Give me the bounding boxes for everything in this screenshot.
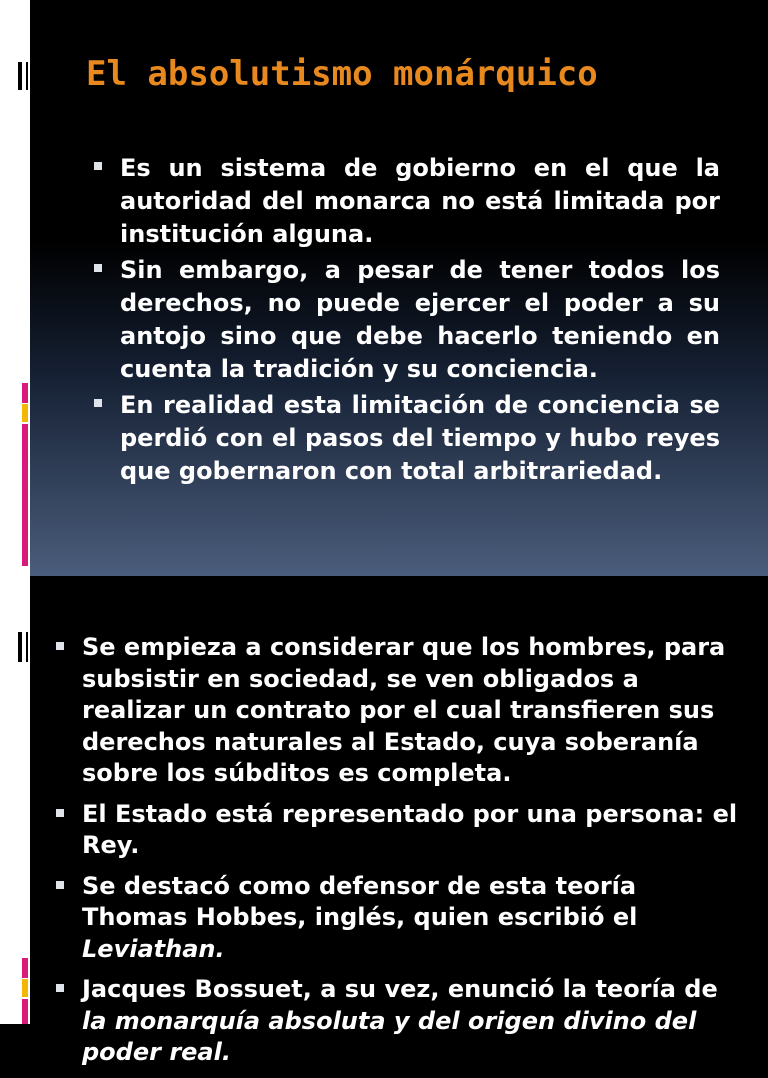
- bullet-text: En realidad esta limitación de conciencia se perdió con el pasos del tiempo y hubo reyes que gobernaron con total arbitrariedad.: [120, 391, 720, 485]
- bullet-square-icon: [56, 809, 64, 817]
- list-item: [82, 974, 742, 1069]
- bullet-italic-text: Leviathan.: [82, 934, 225, 963]
- list-item: [120, 254, 720, 386]
- slide-1: [30, 0, 768, 576]
- corner-tab-decoration: [20, 64, 21, 88]
- bullet-text: Jacques Bossuet, a su vez, enunció la teoría de: [82, 975, 718, 1003]
- pink-accent-strip: [22, 383, 28, 403]
- corner-tab-decoration: [22, 632, 26, 662]
- bullet-italic-text: la monarquía absoluta y del origen divino del poder real.: [82, 1006, 697, 1066]
- pink-accent-strip: [22, 999, 28, 1024]
- bullet-square-icon: [56, 984, 64, 992]
- bullet-square-icon: [94, 162, 102, 170]
- bullet-text: Se destacó como defensor de esta teoría Thomas Hobbes, inglés, quien escribió el: [82, 871, 638, 931]
- bullet-square-icon: [56, 881, 64, 889]
- bullet-square-icon: [94, 264, 102, 272]
- pink-accent-strip: [22, 958, 28, 978]
- list-item: [82, 799, 742, 862]
- bullet-square-icon: [56, 642, 64, 650]
- yellow-accent-strip: [22, 404, 28, 422]
- bullet-text: El Estado está representado por una persona: el Rey.: [82, 799, 738, 859]
- yellow-accent-strip: [22, 979, 28, 997]
- list-item: [120, 152, 720, 251]
- slide-title: El absolutismo monárquico: [86, 54, 598, 94]
- list-item: [120, 389, 720, 488]
- pink-accent-strip: [22, 424, 28, 566]
- bullet-square-icon: [94, 399, 102, 407]
- list-item: [82, 632, 742, 790]
- bullet-text: Es un sistema de gobierno en el que la autoridad del monarca no está limitada por institución alguna.: [120, 154, 720, 248]
- corner-tab-decoration: [22, 62, 26, 90]
- bullet-text: Se empieza a considerar que los hombres, para subsistir en sociedad, se ven obligados a realizar un contrato por el cual transfieren sus derechos naturales al Estado, cuya soberanía sobre los súbditos es completa.: [82, 633, 726, 787]
- list-item: [82, 871, 742, 966]
- slide-1-bullet-list: [120, 152, 720, 491]
- slide-2-bullet-list: [82, 632, 742, 1078]
- slide-2: [30, 576, 768, 1066]
- bullet-text: Sin embargo, a pesar de tener todos los derechos, no puede ejercer el poder a su antojo sino que debe hacerlo teniendo en cuenta la tradición y su conciencia.: [120, 256, 720, 383]
